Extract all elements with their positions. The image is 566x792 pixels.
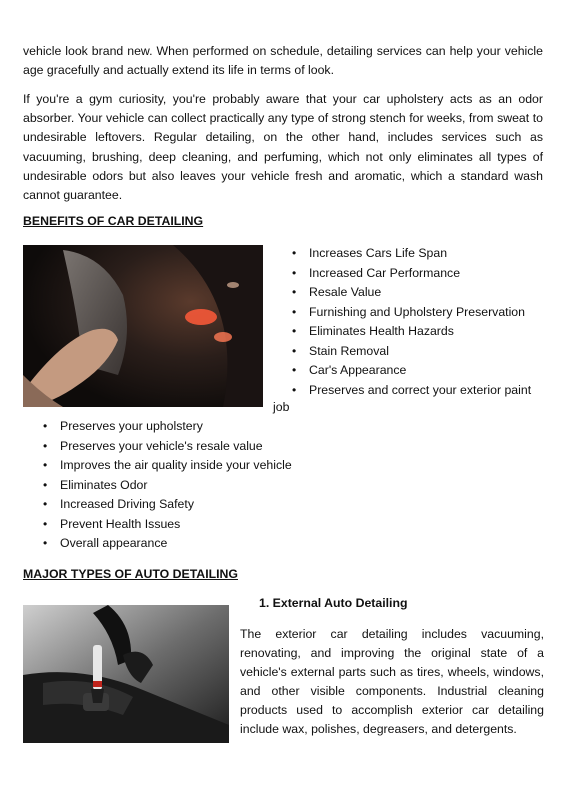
interior-cleaning-photo: [23, 605, 229, 743]
list-item: • Eliminates Odor: [40, 476, 292, 496]
list-item: • Improves the air quality inside your vehicle: [40, 456, 292, 476]
list-item: • Increased Car Performance: [289, 264, 531, 284]
list-item: • Car's Appearance: [289, 361, 531, 381]
intro-paragraph-1: vehicle look brand new. When performed on schedule, detailing services can help your vehicle age gracefully and actually extend its life in terms of look.: [23, 44, 543, 78]
wrapped-word: job: [273, 400, 290, 414]
benefits-list-left: [40, 417, 292, 554]
list-item: • Preserves and correct your exterior paint: [289, 381, 531, 401]
list-item: • Resale Value: [289, 283, 531, 303]
type-1-title: 1. External Auto Detailing: [259, 596, 408, 610]
intro-paragraph-2: If you're a gym curiosity, you're probably aware that your car upholstery acts as an odor absorber. Your vehicle can collect practically any type of strong stench for weeks, from sweat to undesirable leftovers. Regular detailing, on the other hand, includes services such as vacuuming, brushing, deep cleaning, and perfuming, which not only eliminates all types of undesirable odors but also leaves your vehicle fresh and aromatic, which a standard wash cannot guarantee.: [23, 92, 543, 203]
list-item: • Preserves your vehicle's resale value: [40, 437, 292, 457]
car-detailing-photo: [23, 245, 263, 407]
list-item: • Eliminates Health Hazards: [289, 322, 531, 342]
types-heading: MAJOR TYPES OF AUTO DETAILING: [23, 567, 238, 581]
list-item: • Overall appearance: [40, 534, 292, 554]
list-item: • Increases Cars Life Span: [289, 244, 531, 264]
list-item: • Prevent Health Issues: [40, 515, 292, 535]
list-item: • Increased Driving Safety: [40, 495, 292, 515]
benefits-list-right: [289, 244, 531, 400]
list-item: • Preserves your upholstery: [40, 417, 292, 437]
type-1-body: The exterior car detailing includes vacuuming, renovating, and improving the original state of a vehicle's external parts such as tires, wheels, windows, and other visible components. Industrial cleaning products used to accomplish exterior car detailing include wax, polishes, degreasers, and detergents.: [240, 627, 544, 736]
benefits-heading: BENEFITS OF CAR DETAILING: [23, 214, 204, 228]
list-item: • Furnishing and Upholstery Preservation: [289, 303, 531, 323]
list-item: • Stain Removal: [289, 342, 531, 362]
